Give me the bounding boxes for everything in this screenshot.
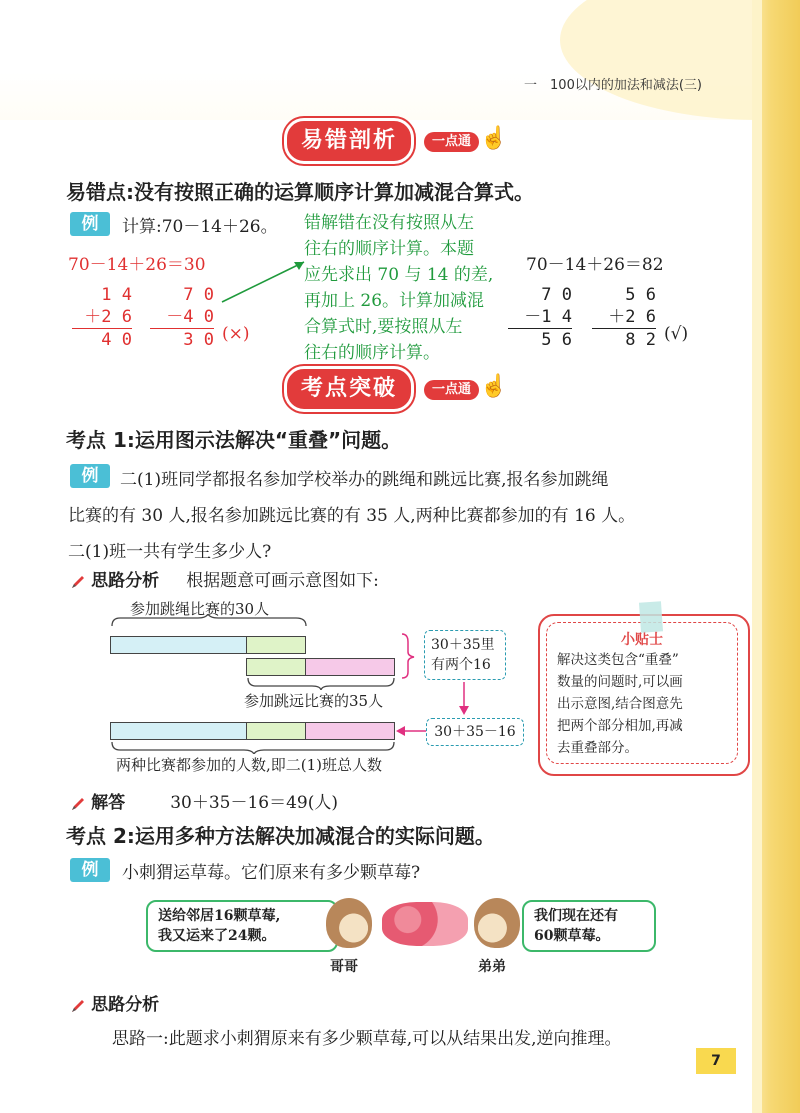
down-arrow [458, 682, 470, 716]
pencil-icon [70, 998, 86, 1014]
right-vertical-calc-2: 5 6 ＋2 6 8 2 [592, 284, 656, 351]
page-number: 7 [696, 1048, 736, 1074]
formula-box: 30＋35－16 [426, 718, 524, 746]
point2-question: 小刺猬运草莓。它们原来有多少颗草莓? [122, 863, 421, 883]
answer-text: 30＋35－16＝49(人) [170, 793, 338, 813]
banner-title: 考点突破 [284, 366, 414, 412]
point1-heading: 考点 1:运用图示法解决“重叠”问题。 [66, 428, 402, 452]
analysis-row [70, 566, 379, 591]
wrong-vertical-calc-1: 1 4 ＋2 6 4 0 [72, 284, 132, 351]
error-point-heading: 易错点:没有按照正确的运算顺序计算加减混合算式。 [66, 180, 534, 204]
pointing-hand-icon: ☝ [480, 374, 508, 399]
wrong-vertical-calc-2: 7 0 －4 0 3 0 [150, 284, 214, 351]
chapter-header: 一 100以内的加法和减法(三) [524, 78, 702, 93]
label-total: 两种比赛都参加的人数,即二(1)班总人数 [116, 756, 383, 774]
analysis-row-2 [70, 990, 159, 1015]
answer-label: 解答 [91, 793, 126, 813]
analysis-text: 根据题意可画示意图如下: [186, 571, 379, 591]
tip-title: 小贴士 [621, 632, 663, 648]
overlap-note-box: 30＋35里 有两个16 [424, 630, 506, 680]
bar-jump-only [305, 658, 395, 676]
label-rope-skipping: 参加跳绳比赛的30人 [130, 600, 270, 618]
brace-right [400, 632, 424, 682]
name-left: 哥哥 [330, 959, 358, 975]
example-tag: 例 [70, 464, 110, 488]
brace-rope [110, 614, 310, 628]
illustration [120, 890, 650, 975]
right-mark: (√) [664, 324, 689, 344]
right-vertical-calc-1: 7 0 －1 4 5 6 [508, 284, 572, 351]
label-long-jump: 参加跳远比赛的35人 [244, 692, 384, 710]
answer-row [70, 788, 338, 813]
strawberry-pile [382, 902, 468, 946]
brace-total [110, 740, 400, 754]
speech-bubble-left: 送给邻居16颗草莓, 我又运来了24颗。 [146, 900, 338, 952]
name-right: 弟弟 [478, 959, 506, 975]
banner-subtitle: 一点通 [424, 380, 479, 400]
analysis-label: 思路分析 [91, 571, 160, 591]
pointing-hand-icon: ☝ [480, 126, 508, 151]
hedgehog-brother [326, 898, 372, 948]
example-tag: 例 [70, 212, 110, 236]
bar-rope-only [110, 636, 247, 654]
example-prompt: 计算:70－14＋26。 [122, 217, 278, 237]
banner-error-analysis [284, 118, 514, 160]
wrong-equation: 70－14＋26＝30 [68, 255, 206, 275]
bar-total-overlap [246, 722, 306, 740]
hedgehog-brother-younger [474, 898, 520, 948]
idea-one: 思路一:此题求小刺猬原来有多少颗草莓,可以从结果出发,逆向推理。 [112, 1029, 622, 1049]
pencil-icon [70, 574, 86, 590]
wrong-mark: (×) [222, 324, 250, 344]
bar-rope-overlap [246, 636, 306, 654]
explanation-arrow [220, 240, 310, 310]
point2-heading: 考点 2:运用多种方法解决加减混合的实际问题。 [66, 824, 495, 848]
brace-jump [246, 676, 396, 690]
point1-problem: 二(1)班同学都报名参加学校举办的跳绳和跳远比赛,报名参加跳绳 比赛的有 30 人,报名参加跳远比赛的有 35 人,两种比赛都参加的有 16 人。 二(1)班一共有学生多少人? [68, 470, 636, 562]
error-explanation: 错解错在没有按照从左 往右的顺序计算。本题 应先求出 70 与 14 的差, 再加上 26。计算加减混 合算式时,要按照从左 往右的顺序计算。 [304, 213, 494, 363]
tape-decoration [639, 601, 663, 632]
banner-key-points [284, 366, 514, 408]
pencil-icon [70, 796, 86, 812]
bar-total-rope [110, 722, 247, 740]
example-tag: 例 [70, 858, 110, 882]
analysis-label: 思路分析 [91, 995, 160, 1015]
left-arrow [396, 724, 426, 738]
banner-title: 易错剖析 [284, 118, 414, 164]
bar-jump-overlap [246, 658, 306, 676]
speech-bubble-right: 我们现在还有 60颗草莓。 [522, 900, 656, 952]
tip-note: 小贴士 解决这类包含“重叠” 数量的问题时,可以画 出示意图,结合图意先 把两个部分相加,再减 去重叠部分。 [538, 614, 750, 776]
page-edge-decoration [752, 0, 800, 1113]
banner-subtitle: 一点通 [424, 132, 479, 152]
right-equation: 70－14＋26＝82 [526, 255, 664, 275]
bar-total-jump [305, 722, 395, 740]
